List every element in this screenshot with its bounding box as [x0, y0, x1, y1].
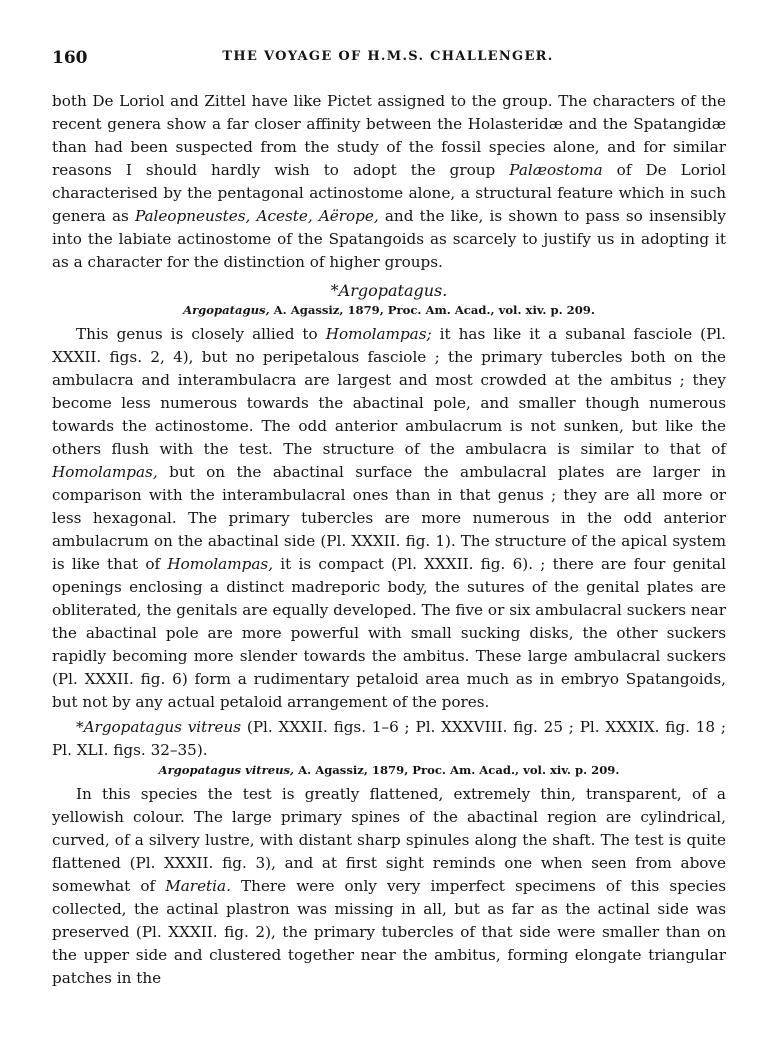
body-text: of De Loriol characterised by the pentagonal actinostome alone, a structural feature which in such genera as: [52, 161, 726, 225]
species-description: [52, 783, 726, 990]
citation-text: A. Agassiz, 1879, Proc. Am. Acad., vol. xiv. p. 209.: [294, 763, 620, 777]
species-section: [52, 716, 726, 990]
running-head: THE VOYAGE OF H.M.S. CHALLENGER.: [222, 49, 554, 64]
citation-text: A. Agassiz, 1879, Proc. Am. Acad., vol. xiv. p. 209.: [269, 303, 595, 317]
italic-term: Palæostoma: [509, 161, 603, 179]
italic-term: Paleopneustes, Aceste, Aërope,: [134, 207, 379, 225]
italic-term: Homolampas,: [52, 463, 158, 481]
body-text: This genus is closely allied to: [76, 325, 326, 343]
body-text: and the like, is shown to pass so insensibly into the labiate actinostome of the Spatangoids as scarcely to justify us in adopting it as a character for the distinction of higher groups.: [52, 207, 726, 271]
page-number: 160: [52, 48, 88, 68]
body-text: There were only very imperfect specimens of this species collected, the actinal plastron was missing in all, but as far as the actinal side was preserved (Pl. XXXII. fig. 2), the primary tubercles of that side were smaller than on the upper side and clustered together near the ambitus, forming elongate triangular patches in the: [52, 877, 727, 987]
species-plates: (Pl. XXXII. figs. 1–6 ; Pl. XXXVIII. fig. 25 ; Pl. XXXIX. fig. 18 ; Pl. XLI. figs. 32–35).: [52, 718, 726, 759]
species-name: *Argopatagus vitreus: [76, 718, 242, 736]
italic-term: Homolampas;: [325, 325, 432, 343]
body-text: In this species the test is greatly flattened, extremely thin, transparent, of a yellowish colour. The large primary spines of the abactinal region are cylindrical, curved, of a silvery lustre, with distant sharp spinules along the shaft. The test is quite flattened (Pl. XXXII. fig. 3), and at first sight reminds one when seen from above somewhat of: [52, 785, 726, 895]
body-text: it is compact (Pl. XXXII. fig. 6). ; there are four genital openings enclosing a distinct madreporic body, the sutures of the genital plates are obliterated, the genitals are equally developed. The five or six ambulacral suckers near the abactinal pole are more powerful with small sucking disks, the other suckers rapidly becoming more slender towards the ambitus. These large ambulacral suckers (Pl. XXXII. fig. 6) form a rudimentary petaloid area much as in embryo Spatangoids, but not by any actual petaloid arrangement of the pores.: [52, 555, 726, 711]
body-text: but on the abactinal surface the ambulacral plates are larger in comparison with the interambulacral ones than in that genus ; they are all more or less hexagonal. The primary tubercles are more numerous in the odd anterior ambulacrum on the abactinal side (Pl. XXXII. fig. 1). The structure of the apical system is like that of: [52, 463, 726, 573]
body-text: both De Loriol and Zittel have like Pictet assigned to the group. The characters of the recent genera show a far closer affinity between the Holasteridæ and the Spatangidæ than had been suspected from the study of the fossil species alone, and for similar reasons I should hardly wish to adopt the group: [52, 92, 726, 179]
citation-name: Argopatagus vitreus,: [158, 763, 295, 777]
species-heading: [52, 716, 726, 762]
italic-term: Homolampas,: [167, 555, 274, 573]
genus-section: [52, 280, 726, 714]
genus-description: [52, 323, 726, 714]
page-header: [52, 48, 724, 70]
intro-paragraph: [52, 90, 726, 274]
genus-citation: [52, 302, 726, 319]
genus-title: *Argopatagus.: [330, 281, 448, 300]
italic-term: Maretia.: [165, 877, 231, 895]
species-citation: [52, 762, 726, 779]
body-text: it has like it a subanal fasciole (Pl. XXXII. figs. 2, 4), but no peripetalous fasciole ; the primary tubercles both on the ambulacra and interambulacra are largest and most crowded at the ambitus ; they become less numerous towards the abactinal pole, and smaller though numerous towards the actinostome. The odd anterior ambulacrum is not sunken, but like the others flush with the test. The structure of the ambulacra is similar to that of: [52, 325, 726, 458]
citation-name: Argopatagus,: [183, 303, 270, 317]
